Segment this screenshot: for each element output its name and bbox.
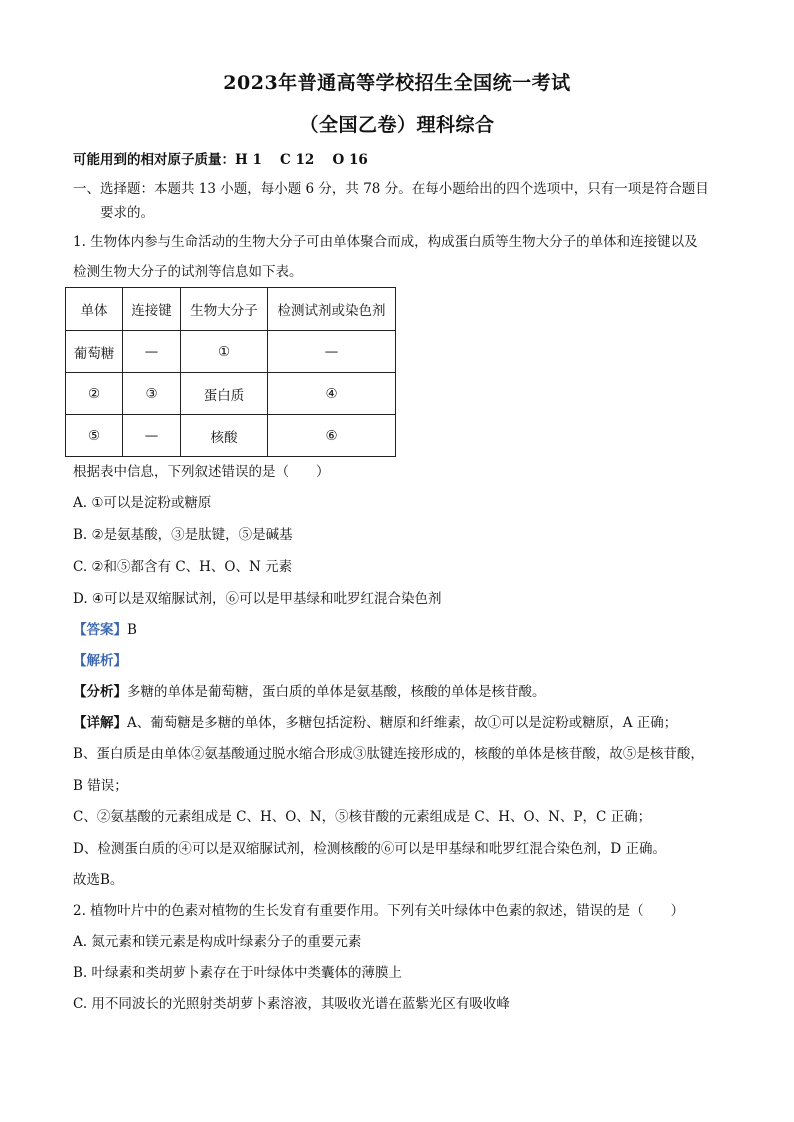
q1-info-table	[65, 287, 396, 457]
q1-detail-line: C、②氨基酸的元素组成是 C、H、O、N，⑤核苷酸的元素组成是 C、H、O、N、P，C 正确；	[73, 809, 652, 825]
q1-stem-line1: 1. 生物体内参与生命活动的生物大分子可由单体聚合而成，构成蛋白质等生物大分子的单体和连接键以及	[73, 234, 698, 250]
table-cell: ③	[123, 373, 181, 415]
xiangjie-tag: 【详解】	[73, 715, 127, 731]
exam-subtitle: （全国乙卷）理科综合	[299, 114, 495, 136]
table-cell: 蛋白质	[181, 373, 268, 415]
table-cell: —	[268, 331, 396, 373]
fenxi-tag: 【分析】	[73, 684, 127, 700]
q2-stem: 2. 植物叶片中的色素对植物的生长发育有重要作用。下列有关叶绿体中色素的叙述，错误的是（ ）	[73, 903, 685, 919]
q1-conclusion: 故选B。	[73, 872, 124, 888]
table-header-cell: 连接键	[123, 288, 181, 331]
q1-option-c: C. ②和⑤都含有 C、H、O、N 元素	[73, 559, 293, 575]
table-row	[66, 373, 396, 415]
table-cell: ①	[181, 331, 268, 373]
q1-detail-line: D、检测蛋白质的④可以是双缩脲试剂，检测核酸的⑥可以是甲基绿和吡罗红混合染色剂，D 正确。	[73, 841, 666, 857]
table-cell: 葡萄糖	[66, 331, 123, 373]
table-cell: ④	[268, 373, 396, 415]
table-cell: ⑤	[66, 415, 123, 457]
q1-option-a: A. ①可以是淀粉或糖原	[73, 495, 212, 511]
fenxi-text: 多糖的单体是葡萄糖，蛋白质的单体是氨基酸，核酸的单体是核苷酸。	[127, 684, 546, 700]
table-header-row	[66, 288, 396, 331]
q1-stem-line2: 检测生物大分子的试剂等信息如下表。	[73, 264, 303, 280]
table-cell: 核酸	[181, 415, 268, 457]
q1-analysis-line	[73, 652, 127, 670]
table-cell: ②	[66, 373, 123, 415]
table-row	[66, 415, 396, 457]
table-header-cell: 检测试剂或染色剂	[268, 288, 396, 331]
table-header-cell: 单体	[66, 288, 123, 331]
q1-xiangjie-line	[73, 714, 677, 732]
q1-option-d: D. ④可以是双缩脲试剂，⑥可以是甲基绿和吡罗红混合染色剂	[73, 591, 442, 607]
q1-option-b: B. ②是氨基酸，③是肽键，⑤是碱基	[73, 527, 293, 543]
q2-option-b: B. 叶绿素和类胡萝卜素存在于叶绿体中类囊体的薄膜上	[73, 965, 403, 981]
table-cell: —	[123, 331, 181, 373]
q2-option-a: A. 氮元素和镁元素是构成叶绿素分子的重要元素	[73, 934, 362, 950]
section-instruction-line1: 一、选择题：本题共 13 小题，每小题 6 分，共 78 分。在每小题给出的四个选项中，只有一项是符合题目	[73, 181, 709, 197]
atomic-mass-line: 可能用到的相对原子质量：H 1 C 12 O 16	[73, 152, 368, 168]
answer-tag: 【答案】	[73, 622, 127, 638]
q2-option-c: C. 用不同波长的光照射类胡萝卜素溶液，其吸收光谱在蓝紫光区有吸收峰	[73, 996, 510, 1012]
table-header-cell: 生物大分子	[181, 288, 268, 331]
table-row	[66, 331, 396, 373]
answer-value: B	[127, 622, 137, 638]
q1-fenxi-line	[73, 683, 546, 701]
q1-detail-line: B 错误；	[73, 778, 128, 794]
q1-detail-line: B、蛋白质是由单体②氨基酸通过脱水缩合形成③肽键连接形成的，核酸的单体是核苷酸，故⑤是核苷酸，	[73, 746, 704, 762]
table-cell: —	[123, 415, 181, 457]
q1-question: 根据表中信息，下列叙述错误的是（ ）	[73, 464, 330, 480]
table-cell: ⑥	[268, 415, 396, 457]
exam-title: 2023年普通高等学校招生全国统一考试	[223, 72, 571, 94]
analysis-tag: 【解析】	[73, 653, 127, 669]
section-instruction-line2: 要求的。	[100, 205, 154, 221]
xiangjie-text: A、葡萄糖是多糖的单体，多糖包括淀粉、糖原和纤维素，故①可以是淀粉或糖原，A 正确；	[127, 715, 678, 731]
q1-answer-line	[73, 621, 137, 639]
